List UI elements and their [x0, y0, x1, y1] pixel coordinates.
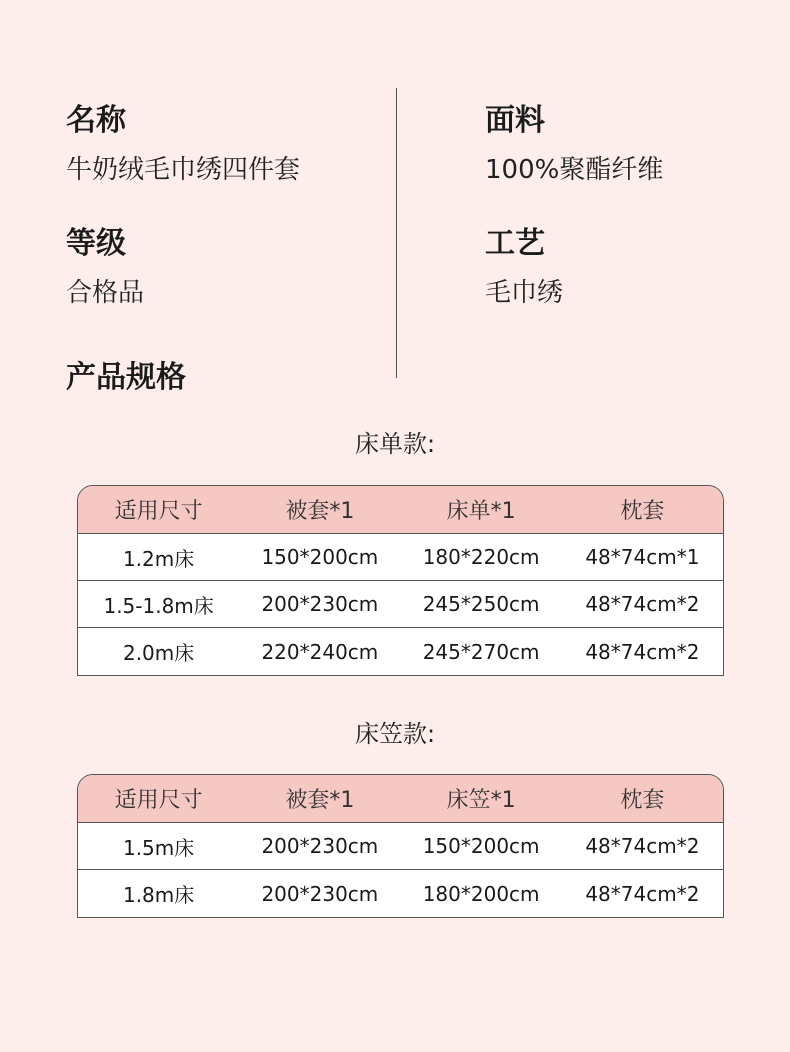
fabric-value: 100%聚酯纤维: [485, 155, 664, 185]
table-cell: 1.8m床: [122, 883, 195, 907]
header-cell-size: 适用尺寸: [114, 788, 203, 813]
header-cell-fitted-sheet: 床笠*1: [446, 788, 516, 813]
table-cell: 245*270cm: [422, 639, 540, 664]
table-cell: 48*74cm*1: [585, 545, 700, 569]
table-cell: 1.5-1.8m床: [103, 593, 214, 618]
table-header-row: [78, 486, 723, 534]
header-cell-pillowcase: 枕套: [620, 499, 665, 524]
table-row: [78, 823, 723, 870]
craft-label: 工艺: [485, 226, 545, 261]
header-cell-pillowcase: 枕套: [620, 788, 665, 813]
table-cell: 48*74cm*2: [585, 639, 700, 664]
table-cell: 150*200cm: [422, 834, 540, 858]
sheet-spec-table: [77, 485, 724, 676]
fabric-info: [485, 103, 663, 187]
grade-value: 合格品: [66, 278, 145, 308]
table-cell: 1.5m床: [122, 835, 195, 860]
grade-info: [66, 226, 144, 310]
craft-value: 毛巾绣: [485, 278, 564, 308]
name-info: [66, 103, 300, 187]
fitted-spec-table: [77, 774, 724, 918]
table-cell: 180*220cm: [422, 545, 540, 569]
table-row: [78, 870, 723, 917]
name-value: 牛奶绒毛巾绣四件套: [66, 155, 301, 185]
table-cell: 200*230cm: [261, 834, 379, 858]
table-row: [78, 628, 723, 675]
table-cell: 220*240cm: [261, 639, 379, 664]
table-cell: 200*230cm: [261, 592, 379, 616]
table-cell: 150*200cm: [261, 545, 379, 569]
product-info: [0, 0, 790, 380]
table-cell: 180*200cm: [422, 881, 540, 906]
table-row: [78, 581, 723, 628]
header-cell-duvet: 被套*1: [285, 499, 355, 524]
table-cell: 1.2m床: [122, 546, 195, 571]
table-cell: 200*230cm: [261, 881, 379, 906]
table-header-row: [78, 775, 723, 823]
table-cell: 48*74cm*2: [585, 881, 700, 906]
grade-label: 等级: [66, 226, 126, 261]
craft-info: [485, 226, 563, 310]
vertical-divider: [396, 88, 397, 378]
table-cell: 48*74cm*2: [585, 592, 700, 616]
fitted-table-caption: 床笠款:: [354, 720, 436, 748]
header-cell-duvet: 被套*1: [285, 788, 355, 813]
header-cell-size: 适用尺寸: [114, 499, 203, 524]
fabric-label: 面料: [485, 103, 545, 138]
table-row: [78, 534, 723, 581]
table-cell: 48*74cm*2: [585, 834, 700, 858]
header-cell-sheet: 床单*1: [446, 499, 516, 524]
sheet-table-caption: 床单款:: [354, 430, 436, 458]
spec-section-title: 产品规格: [66, 360, 186, 395]
name-label: 名称: [66, 103, 126, 138]
table-cell: 2.0m床: [122, 641, 195, 665]
table-cell: 245*250cm: [422, 592, 540, 616]
